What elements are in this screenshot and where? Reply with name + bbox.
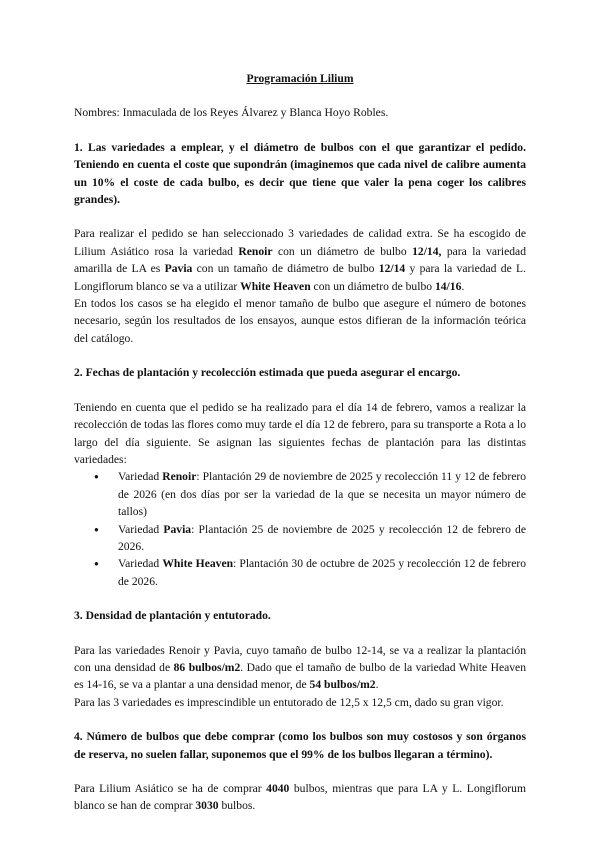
list-item-pavia: ● Variedad Pavia: Plantación 25 de noviembre de 2025 y recolección 12 de febrero de 2026.	[118, 521, 526, 556]
section-1-paragraph-bulb-size: En todos los casos se ha elegido el menor tamaño de bulbo que asegure el número de botones necesario, según los resultados de los ensayos, aunque estos difieran de la información teórica del catálogo.	[74, 297, 526, 345]
section-2-heading: 2. Fechas de plantación y recolección estimada que pueda asegurar el encargo.	[74, 366, 461, 380]
section-2-intro: Teniendo en cuenta que el pedido se ha realizado para el día 14 de febrero, vamos a realizar la recolección de todas las flores como muy tarde el día 12 de febrero, para su transporte a Rota a lo largo del día siguiente. Se asignan las siguientes fechas de plantación para las distintas variedades:	[74, 400, 526, 466]
section-1-paragraph-varieties: Para realizar el pedido se han seleccionado 3 variedades de calidad extra. Se ha escogido de Lilium Asiático rosa la variedad Renoir con un diámetro de bulbo 12/14, para la variedad amarilla de LA es Pavia con un tamaño de diámetro de bulbo 12/14 y para la variedad de L. Longiflorum blanco se va a utilizar White Heaven con un diámetro de bulbo 14/16.	[74, 227, 526, 293]
section-3-paragraph-staking: Para las 3 variedades es imprescindible un entutorado de 12,5 x 12,5 cm, dado su gran vigor.	[74, 695, 504, 709]
planting-dates-list	[74, 468, 526, 590]
authors-line: Nombres: Inmaculada de los Reyes Álvarez y Blanca Hoyo Robles.	[74, 106, 389, 120]
list-item-white-heaven: ● Variedad White Heaven: Plantación 30 de octubre de 2025 y recolección 12 de febrero de 2026.	[118, 555, 526, 590]
section-3-paragraph-density: Para las variedades Renoir y Pavia, cuyo tamaño de bulbo 12-14, se va a realizar la plantación con una densidad de 86 bulbos/m2. Dado que el tamaño de bulbo de la variedad White Heaven es 14-16, se va a plantar a una densidad menor, de 54 bulbos/m2.	[74, 643, 526, 692]
section-4-heading: 4. Número de bulbos que debe comprar (como los bulbos son muy costosos y son órganos de reserva, no suelen fallar, suponemos que el 99% de los bulbos llegaran a término).	[74, 730, 526, 761]
section-4-paragraph-bulbs: Para Lilium Asiático se ha de comprar 4040 bulbos, mientras que para LA y L. Longiflorum blanco se han de comprar 3030 bulbos.	[74, 782, 526, 813]
document-page	[74, 70, 526, 815]
section-3-heading: 3. Densidad de plantación y entutorado.	[74, 609, 271, 623]
section-1-heading: 1. Las variedades a emplear, y el diámetro de bulbos con el que garantizar el pedido. Teniendo en cuenta el coste que supondrán (imaginemos que cada nivel de calibre aumenta un 10% el coste de cada bulbo, es decir que tiene que valer la pena coger los calibres grandes).	[74, 140, 526, 207]
list-item-renoir: ● Variedad Renoir: Plantación 29 de noviembre de 2025 y recolección 11 y 12 de febrero de 2026 (en dos días por ser la variedad de la que se necesita un mayor número de tallos)	[118, 468, 526, 520]
document-title: Programación Lilium	[246, 72, 354, 85]
